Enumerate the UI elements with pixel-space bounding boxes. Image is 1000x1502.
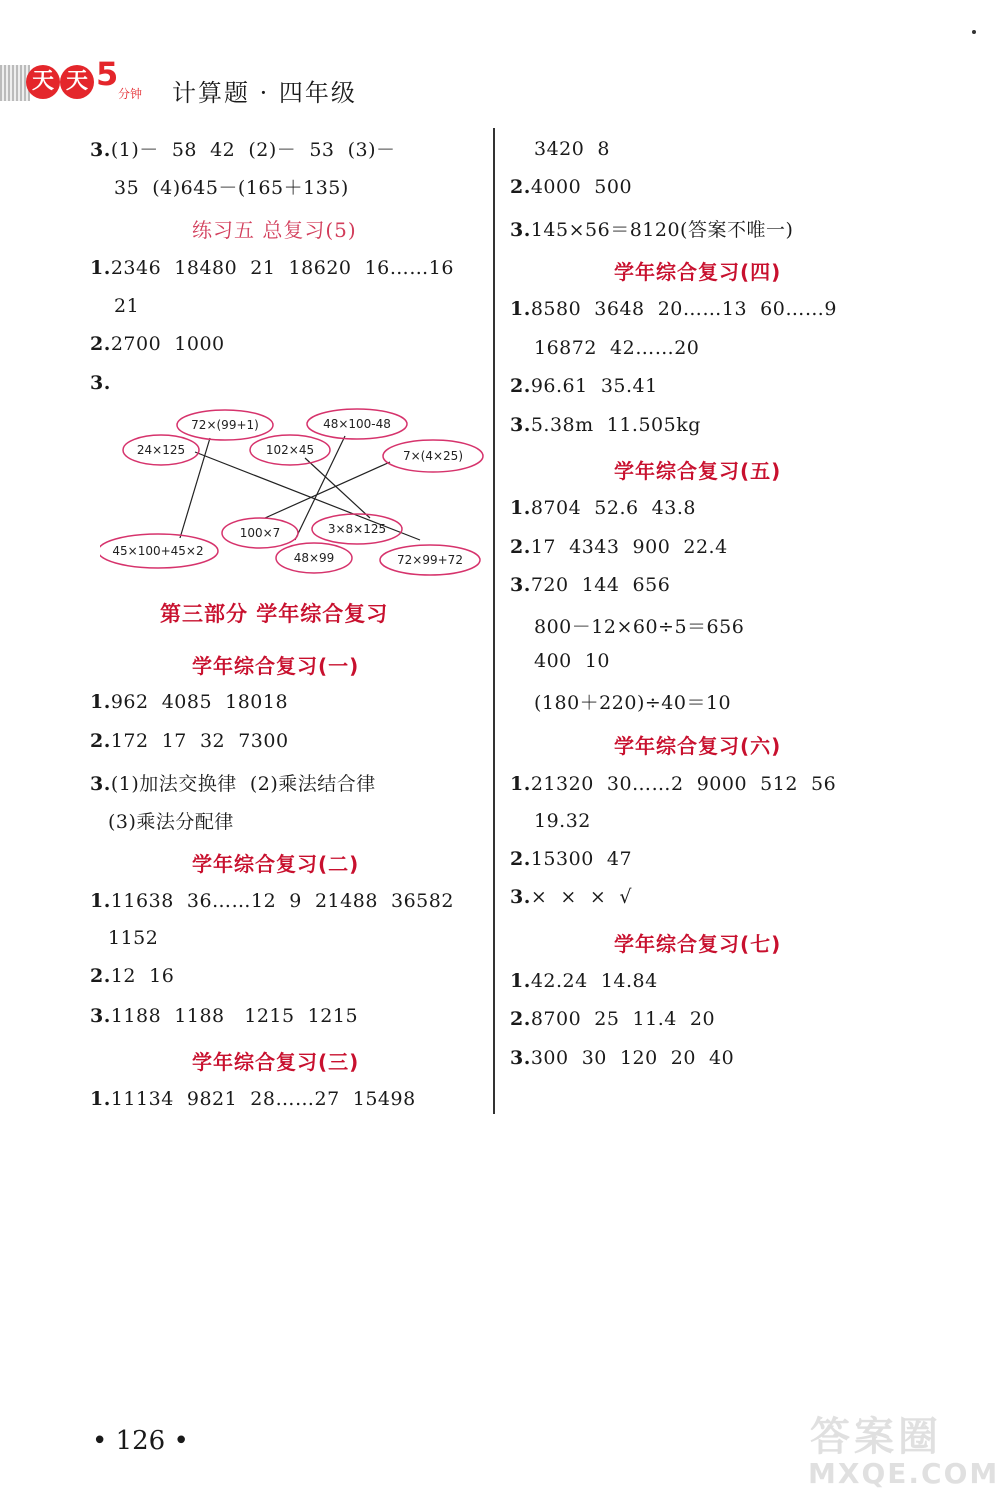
answer-line: 2.96.61 35.41 [510, 375, 658, 397]
answer-line: 2.172 17 32 7300 [90, 730, 289, 752]
answer-line: 3.(1)－ 58 42 (2)－ 53 (3)－ [90, 139, 396, 161]
answer-line: 2.4000 500 [510, 176, 633, 198]
answer-line: 1.21320 30……2 9000 512 56 [510, 773, 837, 795]
expr-label: 102×45 [265, 443, 315, 457]
answer-line: 1152 [108, 927, 159, 949]
answer-line: 3.720 144 656 [510, 574, 671, 596]
answer-line: 1.42.24 14.84 [510, 970, 658, 992]
expr-label: 7×(4×25) [402, 449, 464, 463]
expr-label: 100×7 [239, 526, 281, 540]
section-heading: 学年综合复习(五) [614, 459, 782, 483]
answer-line: 3. [90, 372, 111, 394]
answer-line: 21 [114, 295, 140, 317]
answer-line: 3.145×56＝8120(答案不唯一) [510, 219, 794, 241]
answer-line: 3.5.38m 11.505kg [510, 414, 701, 436]
watermark-logo: 答案圈 MXQE.COM [808, 1414, 1000, 1490]
expr-label: 72×99+72 [397, 553, 463, 567]
page-header [0, 55, 420, 115]
answer-line: 3.× × × √ [510, 886, 632, 908]
answer-line: 400 10 [534, 650, 611, 672]
matching-diagram [100, 400, 490, 580]
expr-label: 48×100-48 [323, 417, 391, 431]
answer-line: 3.1188 1188 1215 1215 [90, 1005, 359, 1027]
answer-line: (3)乘法分配律 [108, 811, 234, 833]
answer-line: 2.17 4343 900 22.4 [510, 536, 728, 558]
section-heading: 学年综合复习(三) [192, 1050, 360, 1074]
answer-line: 1.11638 36……12 9 21488 36582 [90, 890, 454, 912]
expr-label: 45×100+45×2 [112, 544, 204, 558]
logo-tian-1: 天 [26, 65, 60, 99]
logo-tian-2: 天 [60, 65, 94, 99]
answer-line: 2.2700 1000 [90, 333, 225, 355]
answer-line: 19.32 [534, 810, 591, 832]
answer-line: 2.12 16 [90, 965, 175, 987]
answer-line: 35 (4)645－(165＋135) [114, 177, 349, 199]
section-heading: 练习五 总复习(5) [192, 218, 357, 242]
answer-line: 1.2346 18480 21 18620 16……16 [90, 257, 454, 279]
expr-label: 3×8×125 [327, 522, 387, 536]
answer-line: 800－12×60÷5＝656 [534, 616, 745, 638]
expr-label: 48×99 [293, 551, 335, 565]
answer-line: 1.11134 9821 28……27 15498 [90, 1088, 416, 1110]
section-heading: 学年综合复习(七) [614, 932, 782, 956]
section-heading: 学年综合复习(六) [614, 734, 782, 758]
answer-line: 16872 42……20 [534, 337, 700, 359]
answer-line: 3.300 30 120 20 40 [510, 1047, 735, 1069]
logo-five: 5 [96, 55, 119, 93]
page-number: • 126 • [92, 1426, 189, 1456]
answer-line: 2.8700 25 11.4 20 [510, 1008, 716, 1030]
column-divider [493, 128, 495, 1114]
expr-label: 24×125 [136, 443, 186, 457]
book-title: 计算题 · 四年级 [172, 79, 357, 107]
expr-label: 72×(99+1) [191, 418, 259, 432]
answer-line: 1.962 4085 18018 [90, 691, 289, 713]
answer-line: (180＋220)÷40＝10 [534, 692, 732, 714]
answer-line: 1.8704 52.6 43.8 [510, 497, 696, 519]
section-heading: 学年综合复习(二) [192, 852, 360, 876]
answer-line: 3420 8 [534, 138, 611, 160]
section-heading: 学年综合复习(一) [192, 654, 360, 678]
section-heading: 学年综合复习(四) [614, 260, 782, 284]
answer-line: 2.15300 47 [510, 848, 633, 870]
logo-minutes: 分钟 [118, 87, 143, 101]
corner-dot [972, 30, 976, 34]
answer-line: 3.(1)加法交换律 (2)乘法结合律 [90, 773, 376, 795]
answer-line: 1.8580 3648 20……13 60……9 [510, 298, 837, 320]
part-heading: 第三部分 学年综合复习 [160, 602, 389, 626]
